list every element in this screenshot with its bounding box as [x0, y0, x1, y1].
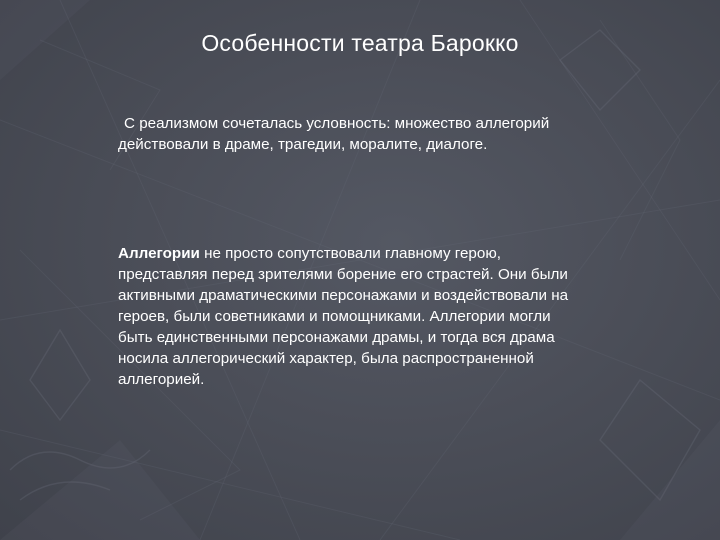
paragraph-allegories [118, 243, 588, 390]
paragraph-conventionality [118, 113, 588, 155]
paragraph-conventionality-text: С реализмом сочеталась условность: множество аллегорий действовали в драме, трагедии, моралите, диалоге. [118, 115, 550, 153]
allegories-bold-lead: Аллегории [118, 245, 200, 262]
paragraph-allegories-text: не просто сопутствовали главному герою, представляя перед зрителями борение его страстей. Они были активными драматическими персонажами и воздействовали на героев, были советниками и помощниками. Аллегории могли быть единственными персонажами драмы, и тогда вся драма носила аллегорический характер, была распространенной аллегорией. [118, 245, 569, 388]
slide-title: Особенности театра Барокко [201, 30, 519, 56]
